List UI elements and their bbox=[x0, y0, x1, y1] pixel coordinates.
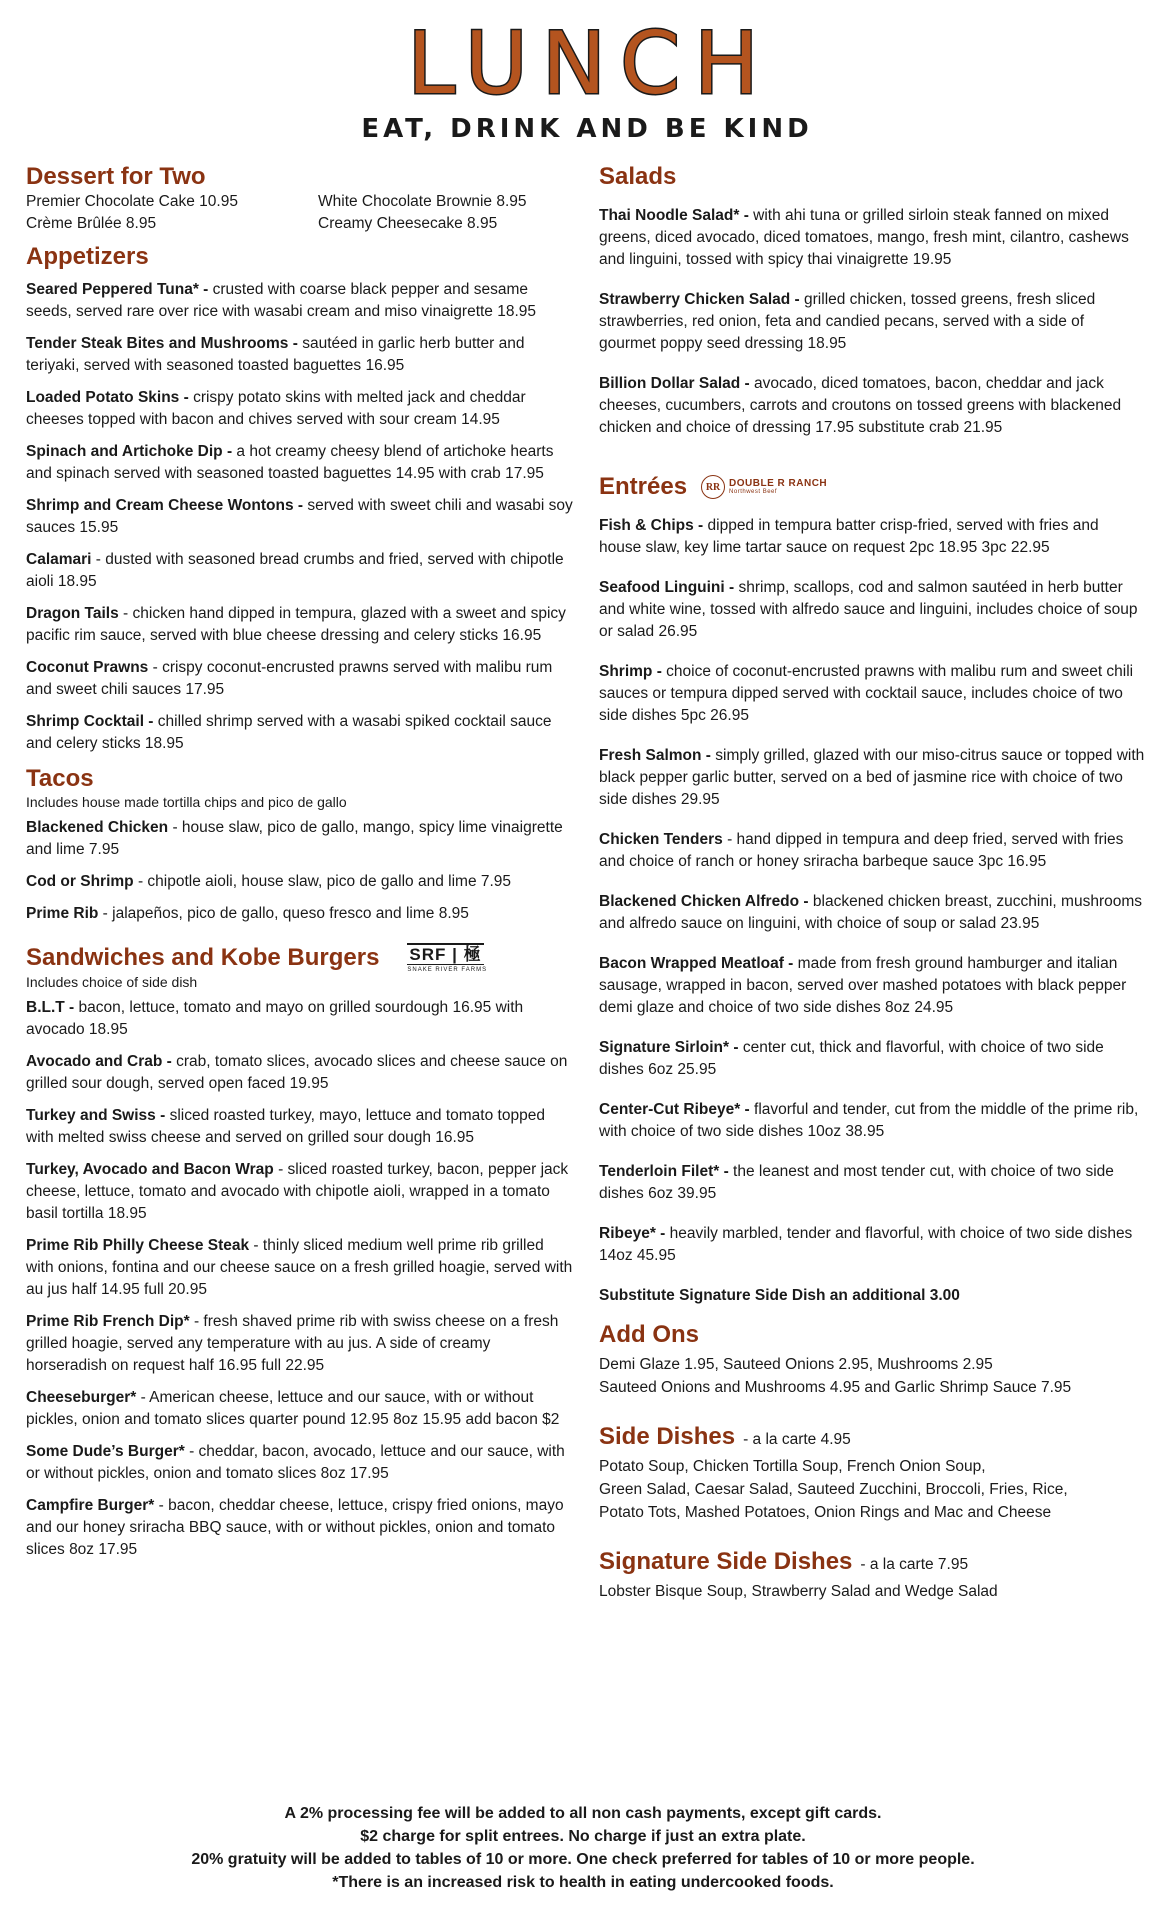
snake-river-farms-logo bbox=[407, 943, 487, 973]
header bbox=[0, 14, 1166, 144]
item-name: Seared Peppered Tuna* - bbox=[26, 281, 209, 298]
double-r-ranch-icon: RR bbox=[701, 475, 725, 499]
menu-item bbox=[599, 829, 1145, 873]
sides-line: Potato Soup, Chicken Tortilla Soup, French Onion Soup, bbox=[599, 1458, 986, 1475]
item-desc: - bacon, cheddar cheese, lettuce, crispy fried onions, mayo and our honey sriracha BBQ sauce, with or without pickles, onion and tomato slices 8oz 17.95 bbox=[26, 1497, 564, 1558]
signature-sides-title: Signature Side Dishes bbox=[599, 1548, 853, 1575]
tagline: EAT, DRINK AND BE KIND bbox=[361, 114, 813, 144]
item-desc: grilled chicken, tossed greens, fresh sliced strawberries, red onion, feta and candied pecans, served with a side of gourmet poppy seed dressing 18.95 bbox=[599, 291, 1096, 352]
menu-item bbox=[599, 745, 1145, 811]
item-name: Avocado and Crab - bbox=[26, 1053, 172, 1070]
item-name: Shrimp - bbox=[599, 663, 662, 680]
menu-item bbox=[26, 1387, 574, 1431]
item-name: Fresh Salmon - bbox=[599, 747, 711, 764]
menu-item bbox=[26, 997, 574, 1041]
item-desc: center cut, thick and flavorful, with choice of two side dishes 6oz 25.95 bbox=[599, 1039, 1104, 1078]
menu-item bbox=[26, 817, 574, 861]
item-desc: crusted with coarse black pepper and sesame seeds, served rare over rice with wasabi cream and miso vinaigrette 18.95 bbox=[26, 281, 537, 320]
item-desc: - jalapeños, pico de gallo, queso fresco and lime 8.95 bbox=[98, 905, 469, 922]
item-desc: served with sweet chili and wasabi soy sauces 15.95 bbox=[26, 497, 573, 536]
footer-line: 20% gratuity will be added to tables of 10 or more. One check preferred for tables of 10 or more people. bbox=[191, 1851, 975, 1868]
double-r-ranch-text bbox=[729, 479, 827, 495]
menu-item bbox=[26, 603, 574, 647]
menu-item bbox=[26, 1235, 574, 1301]
appetizers-title: Appetizers bbox=[26, 243, 149, 270]
item-desc: dipped in tempura batter crisp-fried, served with fries and house slaw, key lime tartar sauce on request 2pc 18.95 3pc 22.95 bbox=[599, 517, 1099, 556]
sandwiches-header bbox=[26, 943, 574, 973]
double-r-ranch-name: DOUBLE R RANCH bbox=[729, 478, 828, 489]
menu-item bbox=[26, 495, 574, 539]
menu-item bbox=[26, 871, 574, 893]
menu-item bbox=[26, 279, 574, 323]
sides-title: Side Dishes bbox=[599, 1423, 736, 1450]
menu-item bbox=[26, 387, 574, 431]
item-name: Center-Cut Ribeye* - bbox=[599, 1101, 750, 1118]
item-name: Shrimp and Cream Cheese Wontons - bbox=[26, 497, 304, 514]
item-desc: sautéed in garlic herb butter and teriyaki, served with seasoned toasted baguettes 16.95 bbox=[26, 335, 525, 374]
logo: LUNCH bbox=[407, 14, 773, 114]
addons-line: Sauteed Onions and Mushrooms 4.95 and Garlic Shrimp Sauce 7.95 bbox=[599, 1379, 1072, 1396]
item-name: Prime Rib Philly Cheese Steak bbox=[26, 1237, 250, 1254]
dessert-title: Dessert for Two bbox=[26, 163, 206, 190]
dessert-item: Crème Brûlée 8.95 bbox=[26, 215, 157, 232]
menu-item bbox=[26, 333, 574, 377]
item-desc: bacon, lettuce, tomato and mayo on grilled sourdough 16.95 with avocado 18.95 bbox=[26, 999, 524, 1038]
item-name: Cheeseburger* bbox=[26, 1389, 137, 1406]
substitute-note: Substitute Signature Side Dish an additional 3.00 bbox=[599, 1287, 960, 1304]
menu-item bbox=[599, 953, 1145, 1019]
item-name: B.L.T - bbox=[26, 999, 75, 1016]
item-desc: - cheddar, bacon, avocado, lettuce and our sauce, with or without pickles, onion and tomato slices 8oz 17.95 bbox=[26, 1443, 565, 1482]
sides-line: Potato Tots, Mashed Potatoes, Onion Rings and Mac and Cheese bbox=[599, 1504, 1052, 1521]
item-desc: - dusted with seasoned bread crumbs and fried, served with chipotle aioli 18.95 bbox=[26, 551, 564, 590]
signature-sides-header bbox=[599, 1548, 1145, 1576]
menu-item bbox=[599, 373, 1145, 439]
menu-item bbox=[26, 1311, 574, 1377]
sandwiches-list bbox=[26, 997, 574, 1561]
item-desc: with ahi tuna or grilled sirloin steak fanned on mixed greens, diced avocado, diced tomatoes, mango, fresh mint, cilantro, cashews and linguini, tossed with spicy thai vinaigrette 19.95 bbox=[599, 207, 1129, 268]
menu-item bbox=[26, 441, 574, 485]
menu-item bbox=[26, 1495, 574, 1561]
sandwiches-title: Sandwiches and Kobe Burgers bbox=[26, 944, 380, 971]
item-desc: crispy potato skins with melted jack and cheddar cheeses topped with bacon and chives served with sour cream 14.95 bbox=[26, 389, 526, 428]
menu-item bbox=[26, 711, 574, 755]
dessert-list bbox=[26, 191, 574, 235]
item-desc: chilled shrimp served with a wasabi spiked cocktail sauce and celery sticks 18.95 bbox=[26, 713, 552, 752]
addons-title: Add Ons bbox=[599, 1321, 699, 1348]
menu-item bbox=[26, 1105, 574, 1149]
item-desc: flavorful and tender, cut from the middle of the prime rib, with choice of two side dishes 10oz 38.95 bbox=[599, 1101, 1139, 1140]
item-name: Some Dude’s Burger* bbox=[26, 1443, 185, 1460]
menu-item bbox=[599, 1037, 1145, 1081]
item-desc: - American cheese, lettuce and our sauce, with or without pickles, onion and tomato slices quarter pound 12.95 8oz 15.95 add bacon $2 bbox=[26, 1389, 560, 1428]
item-desc: - sliced roasted turkey, bacon, pepper jack cheese, lettuce, tomato and avocado with chipotle aioli, wrapped in a tomato basil tortilla 18.95 bbox=[26, 1161, 569, 1222]
item-name: Billion Dollar Salad - bbox=[599, 375, 750, 392]
item-name: Thai Noodle Salad* - bbox=[599, 207, 749, 224]
item-name: Dragon Tails bbox=[26, 605, 119, 622]
menu-item bbox=[26, 903, 574, 925]
menu-item bbox=[26, 657, 574, 701]
item-desc: - thinly sliced medium well prime rib grilled with onions, fontina and our cheese sauce on a fresh grilled hoagie, served with au jus half 14.95 full 20.95 bbox=[26, 1237, 573, 1298]
footer-line: *There is an increased risk to health in eating undercooked foods. bbox=[332, 1874, 834, 1891]
menu-item bbox=[599, 1099, 1145, 1143]
item-name: Tender Steak Bites and Mushrooms - bbox=[26, 335, 298, 352]
menu-item bbox=[599, 289, 1145, 355]
item-name: Campfire Burger* bbox=[26, 1497, 155, 1514]
footer-line: A 2% processing fee will be added to all non cash payments, except gift cards. bbox=[284, 1805, 882, 1822]
item-desc: simply grilled, glazed with our miso-citrus sauce or topped with black pepper garlic butter, served on a bed of jasmine rice with choice of two side dishes 29.95 bbox=[599, 747, 1145, 808]
appetizers-list bbox=[26, 279, 574, 755]
item-desc: a hot creamy cheesy blend of artichoke hearts and spinach served with seasoned toasted baguettes 14.95 with crab 17.95 bbox=[26, 443, 554, 482]
item-name: Coconut Prawns bbox=[26, 659, 149, 676]
item-desc: - house slaw, pico de gallo, mango, spicy lime vinaigrette and lime 7.95 bbox=[26, 819, 563, 858]
signature-sides-line: Lobster Bisque Soup, Strawberry Salad and Wedge Salad bbox=[599, 1583, 998, 1600]
item-name: Loaded Potato Skins - bbox=[26, 389, 189, 406]
srf-logo-text: SRF | 極 bbox=[409, 945, 482, 964]
item-desc: - chipotle aioli, house slaw, pico de gallo and lime 7.95 bbox=[133, 873, 512, 890]
item-name: Spinach and Artichoke Dip - bbox=[26, 443, 233, 460]
double-r-ranch-subtext: Northwest Beef bbox=[729, 489, 778, 495]
item-desc: - hand dipped in tempura and deep fried, served with fries and choice of ranch or honey sriracha barbeque sauce 3pc 16.95 bbox=[599, 831, 1124, 870]
item-name: Tenderloin Filet* - bbox=[599, 1163, 729, 1180]
signature-sides-price-note: - a la carte 7.95 bbox=[860, 1556, 969, 1573]
item-name: Strawberry Chicken Salad - bbox=[599, 291, 800, 308]
item-name: Turkey, Avocado and Bacon Wrap bbox=[26, 1161, 274, 1178]
menu-item bbox=[599, 661, 1145, 727]
item-name: Signature Sirloin* - bbox=[599, 1039, 739, 1056]
entrees-header bbox=[599, 473, 1145, 501]
entrees-list bbox=[599, 515, 1145, 1267]
item-name: Prime Rib French Dip* bbox=[26, 1313, 190, 1330]
item-name: Bacon Wrapped Meatloaf - bbox=[599, 955, 794, 972]
menu-item bbox=[599, 1161, 1145, 1205]
item-desc: made from fresh ground hamburger and italian sausage, wrapped in bacon, served over mashed potatoes with black pepper demi glaze and choice of two side dishes 8oz 24.95 bbox=[599, 955, 1127, 1016]
item-desc: heavily marbled, tender and flavorful, with choice of two side dishes 14oz 45.95 bbox=[599, 1225, 1133, 1264]
menu-item bbox=[599, 577, 1145, 643]
item-desc: shrimp, scallops, cod and salmon sautéed in herb butter and white wine, tossed with alfredo sauce and linguini, includes choice of soup or salad 26.95 bbox=[599, 579, 1138, 640]
item-name: Shrimp Cocktail - bbox=[26, 713, 154, 730]
menu-item bbox=[26, 1051, 574, 1095]
dessert-item: White Chocolate Brownie 8.95 bbox=[318, 193, 527, 210]
menu-item bbox=[599, 891, 1145, 935]
item-name: Blackened Chicken Alfredo - bbox=[599, 893, 809, 910]
tacos-list bbox=[26, 817, 574, 925]
item-desc: - chicken hand dipped in tempura, glazed with a sweet and spicy pacific rim sauce, served with blue cheese dressing and celery sticks 16.95 bbox=[26, 605, 566, 644]
item-name: Cod or Shrimp bbox=[26, 873, 134, 890]
item-desc: avocado, diced tomatoes, bacon, cheddar and jack cheeses, cucumbers, carrots and croutons on tossed greens with blackened chicken and choice of dressing 17.95 substitute crab 21.95 bbox=[599, 375, 1122, 436]
item-name: Fish & Chips - bbox=[599, 517, 704, 534]
item-name: Seafood Linguini - bbox=[599, 579, 735, 596]
addons-line: Demi Glaze 1.95, Sauteed Onions 2.95, Mushrooms 2.95 bbox=[599, 1356, 993, 1373]
left-column bbox=[26, 163, 574, 1571]
sides-price-note: - a la carte 4.95 bbox=[743, 1431, 851, 1448]
menu-item bbox=[599, 205, 1145, 271]
item-name: Prime Rib bbox=[26, 905, 99, 922]
footer-notes bbox=[0, 1802, 1166, 1894]
menu-item bbox=[26, 1441, 574, 1485]
tacos-title: Tacos bbox=[26, 765, 94, 792]
menu-item bbox=[26, 549, 574, 593]
right-column bbox=[599, 163, 1145, 1603]
dessert-item: Creamy Cheesecake 8.95 bbox=[318, 215, 498, 232]
item-desc: - fresh shaved prime rib with swiss cheese on a fresh grilled hoagie, served any temperature with au jus. A side of creamy horseradish on request half 16.95 full 22.95 bbox=[26, 1313, 559, 1374]
salads-title: Salads bbox=[599, 163, 677, 190]
footer-line: $2 charge for split entrees. No charge if just an extra plate. bbox=[360, 1828, 806, 1845]
srf-logo-subtext: SNAKE RIVER FARMS bbox=[407, 967, 488, 973]
item-desc: blackened chicken breast, zucchini, mushrooms and alfredo sauce on linguini, with choice of soup or salad 23.95 bbox=[599, 893, 1143, 932]
dessert-item: Premier Chocolate Cake 10.95 bbox=[26, 193, 238, 210]
tacos-note: Includes house made tortilla chips and pico de gallo bbox=[26, 794, 347, 810]
entrees-title: Entrées bbox=[599, 473, 688, 500]
menu-item bbox=[599, 1223, 1145, 1267]
item-desc: crab, tomato slices, avocado slices and cheese sauce on grilled sour dough, served open faced 19.95 bbox=[26, 1053, 568, 1092]
item-name: Ribeye* - bbox=[599, 1225, 666, 1242]
item-desc: choice of coconut-encrusted prawns with malibu rum and sweet chili sauces or tempura dipped served with cocktail sauce, includes choice of two side dishes 5pc 26.95 bbox=[599, 663, 1134, 724]
sandwiches-note: Includes choice of side dish bbox=[26, 974, 198, 990]
sides-header bbox=[599, 1423, 1145, 1451]
double-r-ranch-logo bbox=[701, 475, 827, 499]
item-name: Chicken Tenders bbox=[599, 831, 723, 848]
menu-item bbox=[26, 1159, 574, 1225]
salads-list bbox=[599, 205, 1145, 439]
menu-item bbox=[599, 515, 1145, 559]
item-desc: sliced roasted turkey, mayo, lettuce and tomato topped with melted swiss cheese and served on grilled sour dough 16.95 bbox=[26, 1107, 545, 1146]
item-desc: the leanest and most tender cut, with choice of two side dishes 6oz 39.95 bbox=[599, 1163, 1114, 1202]
item-name: Turkey and Swiss - bbox=[26, 1107, 166, 1124]
item-name: Blackened Chicken bbox=[26, 819, 169, 836]
item-desc: - crispy coconut-encrusted prawns served with malibu rum and sweet chili sauces 17.95 bbox=[26, 659, 553, 698]
sides-line: Green Salad, Caesar Salad, Sauteed Zucchini, Broccoli, Fries, Rice, bbox=[599, 1481, 1068, 1498]
item-name: Calamari bbox=[26, 551, 92, 568]
